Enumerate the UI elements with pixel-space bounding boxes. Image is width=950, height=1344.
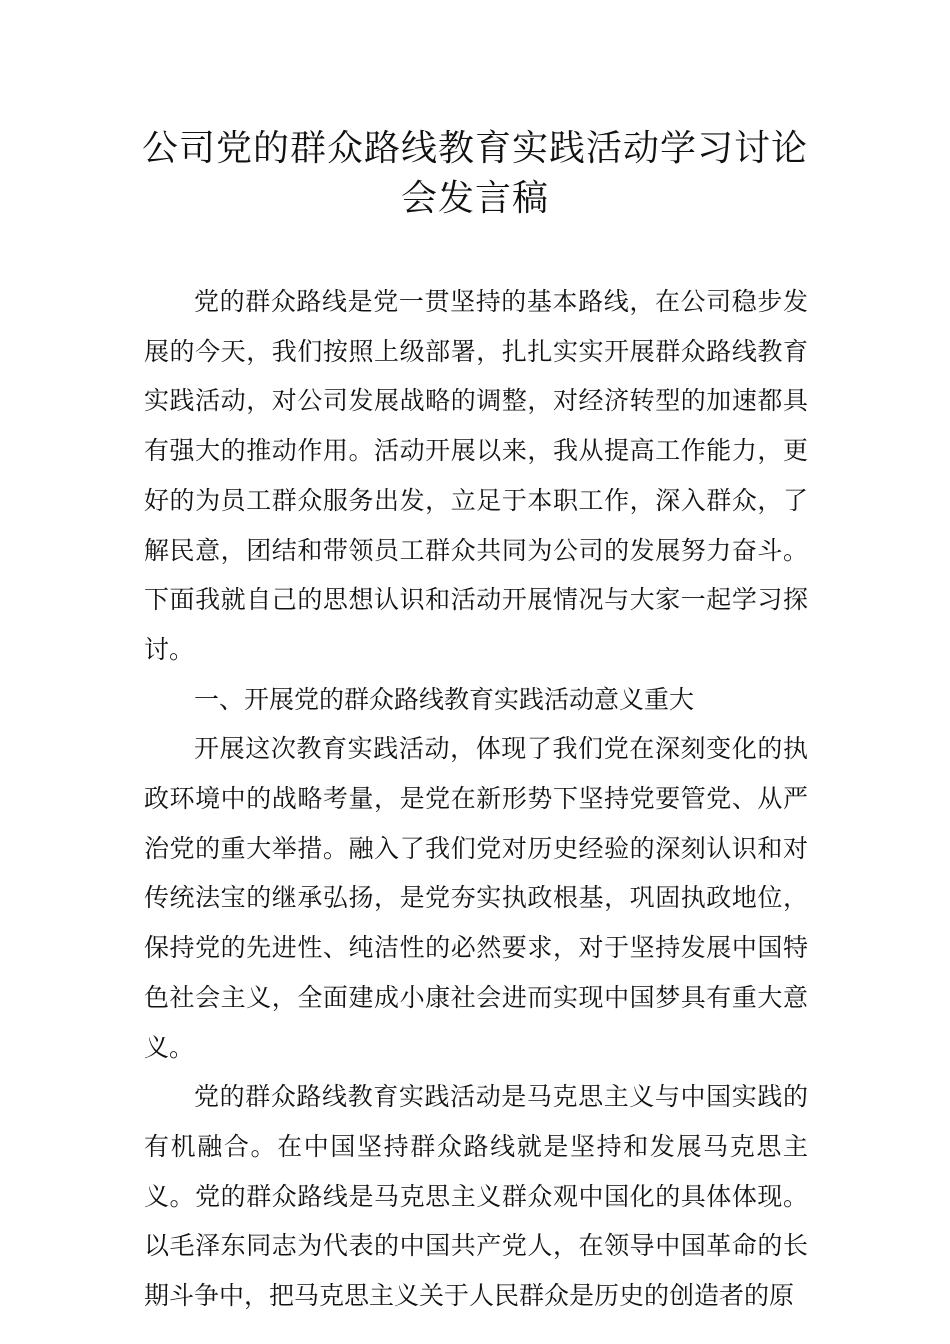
document-body [144, 277, 808, 1321]
paragraph-significance: 开展这次教育实践活动，体现了我们党在深刻变化的执政环境中的战略考量，是党在新形势下坚持党要管党、从严治党的重大举措。融入了我们党对历史经验的深刻认识和对传统法宝的继承弘扬，是党夯实执政根基，巩固执政地位，保持党的先进性、纯洁性的必然要求，对于坚持发展中国特色社会主义，全面建成小康社会进而实现中国梦具有重大意义。 [144, 734, 808, 1062]
title-line-2: 会发言稿 [400, 178, 549, 219]
title-line-1: 公司党的群众路线教育实践活动学习讨论 [141, 128, 808, 169]
section-heading-1: 一、开展党的群众路线教育实践活动意义重大 [194, 684, 695, 714]
document-title [140, 124, 810, 224]
paragraph-marxism: 党的群众路线教育实践活动是马克思主义与中国实践的有机融合。在中国坚持群众路线就是坚持和发展马克思主义。党的群众路线是马克思主义群众观中国化的具体体现。以毛泽东同志为代表的中国共产党人，在领导中国革命的长期斗争中，把马克思主义关于人民群众是历史的创造者的原 [144, 1082, 808, 1311]
paragraph-intro: 党的群众路线是党一贯坚持的基本路线，在公司稳步发展的今天，我们按照上级部署，扎扎实实开展群众路线教育实践活动，对公司发展战略的调整，对经济转型的加速都具有强大的推动作用。活动开展以来，我从提高工作能力，更好的为员工群众服务出发，立足于本职工作，深入群众，了解民意，团结和带领员工群众共同为公司的发展努力奋斗。下面我就自己的思想认识和活动开展情况与大家一起学习探讨。 [144, 287, 808, 664]
